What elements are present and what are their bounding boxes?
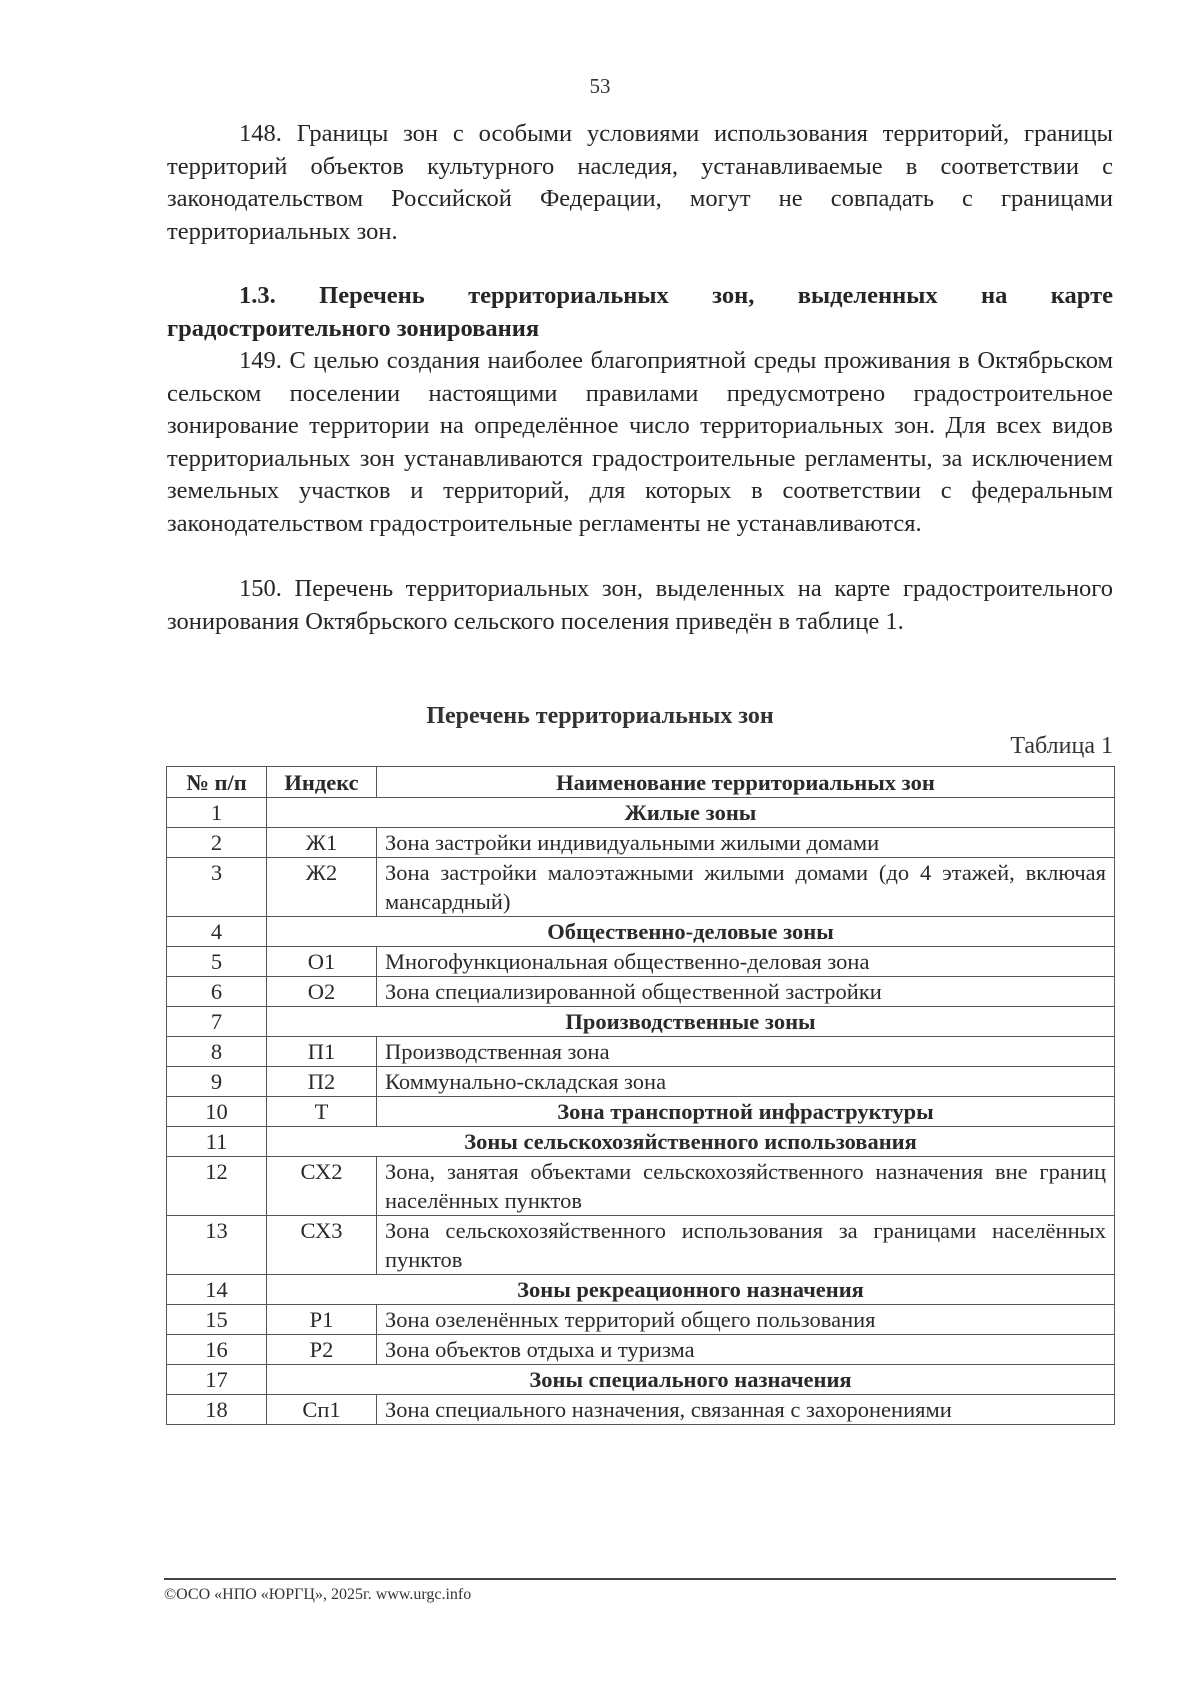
cell-index: Ж1 bbox=[267, 828, 377, 858]
cell-group-title: Зоны сельскохозяйственного использования bbox=[267, 1127, 1115, 1157]
cell-num: 2 bbox=[167, 828, 267, 858]
cell-num: 10 bbox=[167, 1097, 267, 1127]
cell-num: 3 bbox=[167, 858, 267, 917]
cell-num: 6 bbox=[167, 977, 267, 1007]
zones-table-body bbox=[167, 798, 1115, 1425]
cell-num: 11 bbox=[167, 1127, 267, 1157]
cell-zone-name: Зона транспортной инфраструктуры bbox=[377, 1097, 1115, 1127]
paragraph-150 bbox=[167, 573, 1113, 638]
cell-zone-name: Зона застройки малоэтажными жилыми домами (до 4 этажей, включая мансардный) bbox=[377, 858, 1115, 917]
cell-zone-name: Многофункциональная общественно-деловая зона bbox=[377, 947, 1115, 977]
footer-copyright: ©ОСО «НПО «ЮРГЦ», 2025г. www.urgc.info bbox=[164, 1586, 472, 1603]
table-row bbox=[167, 1335, 1115, 1365]
cell-num: 14 bbox=[167, 1275, 267, 1305]
table-group-row bbox=[167, 917, 1115, 947]
cell-zone-name: Зона застройки индивидуальными жилыми домами bbox=[377, 828, 1115, 858]
cell-index: СХ2 bbox=[267, 1157, 377, 1216]
table-header-row bbox=[167, 767, 1115, 798]
section-heading-1-3 bbox=[167, 280, 1113, 345]
table-group-row bbox=[167, 1275, 1115, 1305]
zones-table bbox=[166, 766, 1115, 1425]
table-row bbox=[167, 1305, 1115, 1335]
cell-zone-name: Зона, занятая объектами сельскохозяйственного назначения вне границ населённых пунктов bbox=[377, 1157, 1115, 1216]
paragraph-150-text: 150. Перечень территориальных зон, выделенных на карте градостроительного зонирования Октябрьского сельского поселения приведён в таблице 1. bbox=[167, 575, 1113, 635]
cell-num: 1 bbox=[167, 798, 267, 828]
cell-index: П2 bbox=[267, 1067, 377, 1097]
cell-num: 13 bbox=[167, 1216, 267, 1275]
cell-zone-name: Производственная зона bbox=[377, 1037, 1115, 1067]
table-row bbox=[167, 1097, 1115, 1127]
table-row bbox=[167, 977, 1115, 1007]
table-row bbox=[167, 858, 1115, 917]
table-row bbox=[167, 1067, 1115, 1097]
cell-group-title: Зоны рекреационного назначения bbox=[267, 1275, 1115, 1305]
header-name: Наименование территориальных зон bbox=[377, 767, 1115, 798]
header-index: Индекс bbox=[267, 767, 377, 798]
cell-zone-name: Зона специализированной общественной застройки bbox=[377, 977, 1115, 1007]
cell-zone-name: Коммунально-складская зона bbox=[377, 1067, 1115, 1097]
cell-group-title: Зоны специального назначения bbox=[267, 1365, 1115, 1395]
cell-num: 8 bbox=[167, 1037, 267, 1067]
table-group-row bbox=[167, 1007, 1115, 1037]
table-row bbox=[167, 947, 1115, 977]
paragraph-149-text: 149. С целью создания наиболее благоприятной среды проживания в Октябрьском сельском поселении настоящими правилами предусмотрено градостроительное зонирование территории на определённое число территориальных зон. Для всех видов территориальных зон устанавливаются градостроительные регламенты, за исключением земельных участков и территорий, для которых в соответствии с федеральным законодательством градостроительные регламенты не устанавливаются. bbox=[167, 347, 1113, 537]
cell-index: Ж2 bbox=[267, 858, 377, 917]
table-label: Таблица 1 bbox=[1010, 733, 1113, 759]
cell-group-title: Общественно-деловые зоны bbox=[267, 917, 1115, 947]
cell-zone-name: Зона специального назначения, связанная с захоронениями bbox=[377, 1395, 1115, 1425]
cell-index: О2 bbox=[267, 977, 377, 1007]
section-heading-text: 1.3. Перечень территориальных зон, выделенных на карте градостроительного зонирования bbox=[167, 282, 1113, 342]
header-num: № п/п bbox=[167, 767, 267, 798]
cell-zone-name: Зона озеленённых территорий общего пользования bbox=[377, 1305, 1115, 1335]
cell-num: 17 bbox=[167, 1365, 267, 1395]
cell-num: 15 bbox=[167, 1305, 267, 1335]
cell-num: 5 bbox=[167, 947, 267, 977]
cell-index: СХ3 bbox=[267, 1216, 377, 1275]
table-row bbox=[167, 828, 1115, 858]
cell-index: Сп1 bbox=[267, 1395, 377, 1425]
table-group-row bbox=[167, 1127, 1115, 1157]
table-group-row bbox=[167, 1365, 1115, 1395]
cell-num: 7 bbox=[167, 1007, 267, 1037]
table-row bbox=[167, 1216, 1115, 1275]
page-number: 53 bbox=[589, 74, 611, 98]
cell-index: Р1 bbox=[267, 1305, 377, 1335]
cell-zone-name: Зона сельскохозяйственного использования за границами населённых пунктов bbox=[377, 1216, 1115, 1275]
footer-divider bbox=[164, 1578, 1116, 1580]
cell-index: О1 bbox=[267, 947, 377, 977]
table-row bbox=[167, 1157, 1115, 1216]
paragraph-149 bbox=[167, 345, 1113, 540]
cell-num: 16 bbox=[167, 1335, 267, 1365]
cell-index: Т bbox=[267, 1097, 377, 1127]
cell-group-title: Жилые зоны bbox=[267, 798, 1115, 828]
table-group-row bbox=[167, 798, 1115, 828]
cell-num: 9 bbox=[167, 1067, 267, 1097]
cell-num: 18 bbox=[167, 1395, 267, 1425]
cell-index: П1 bbox=[267, 1037, 377, 1067]
table-row bbox=[167, 1037, 1115, 1067]
cell-num: 12 bbox=[167, 1157, 267, 1216]
table-row bbox=[167, 1395, 1115, 1425]
cell-num: 4 bbox=[167, 917, 267, 947]
paragraph-148 bbox=[167, 118, 1113, 248]
cell-index: Р2 bbox=[267, 1335, 377, 1365]
cell-group-title: Производственные зоны bbox=[267, 1007, 1115, 1037]
table-title: Перечень территориальных зон bbox=[426, 703, 774, 729]
cell-zone-name: Зона объектов отдыха и туризма bbox=[377, 1335, 1115, 1365]
paragraph-148-text: 148. Границы зон с особыми условиями использования территорий, границы территорий объектов культурного наследия, устанавливаемые в соответствии с законодательством Российской Федерации, могут не совпадать с границами территориальных зон. bbox=[167, 120, 1113, 245]
